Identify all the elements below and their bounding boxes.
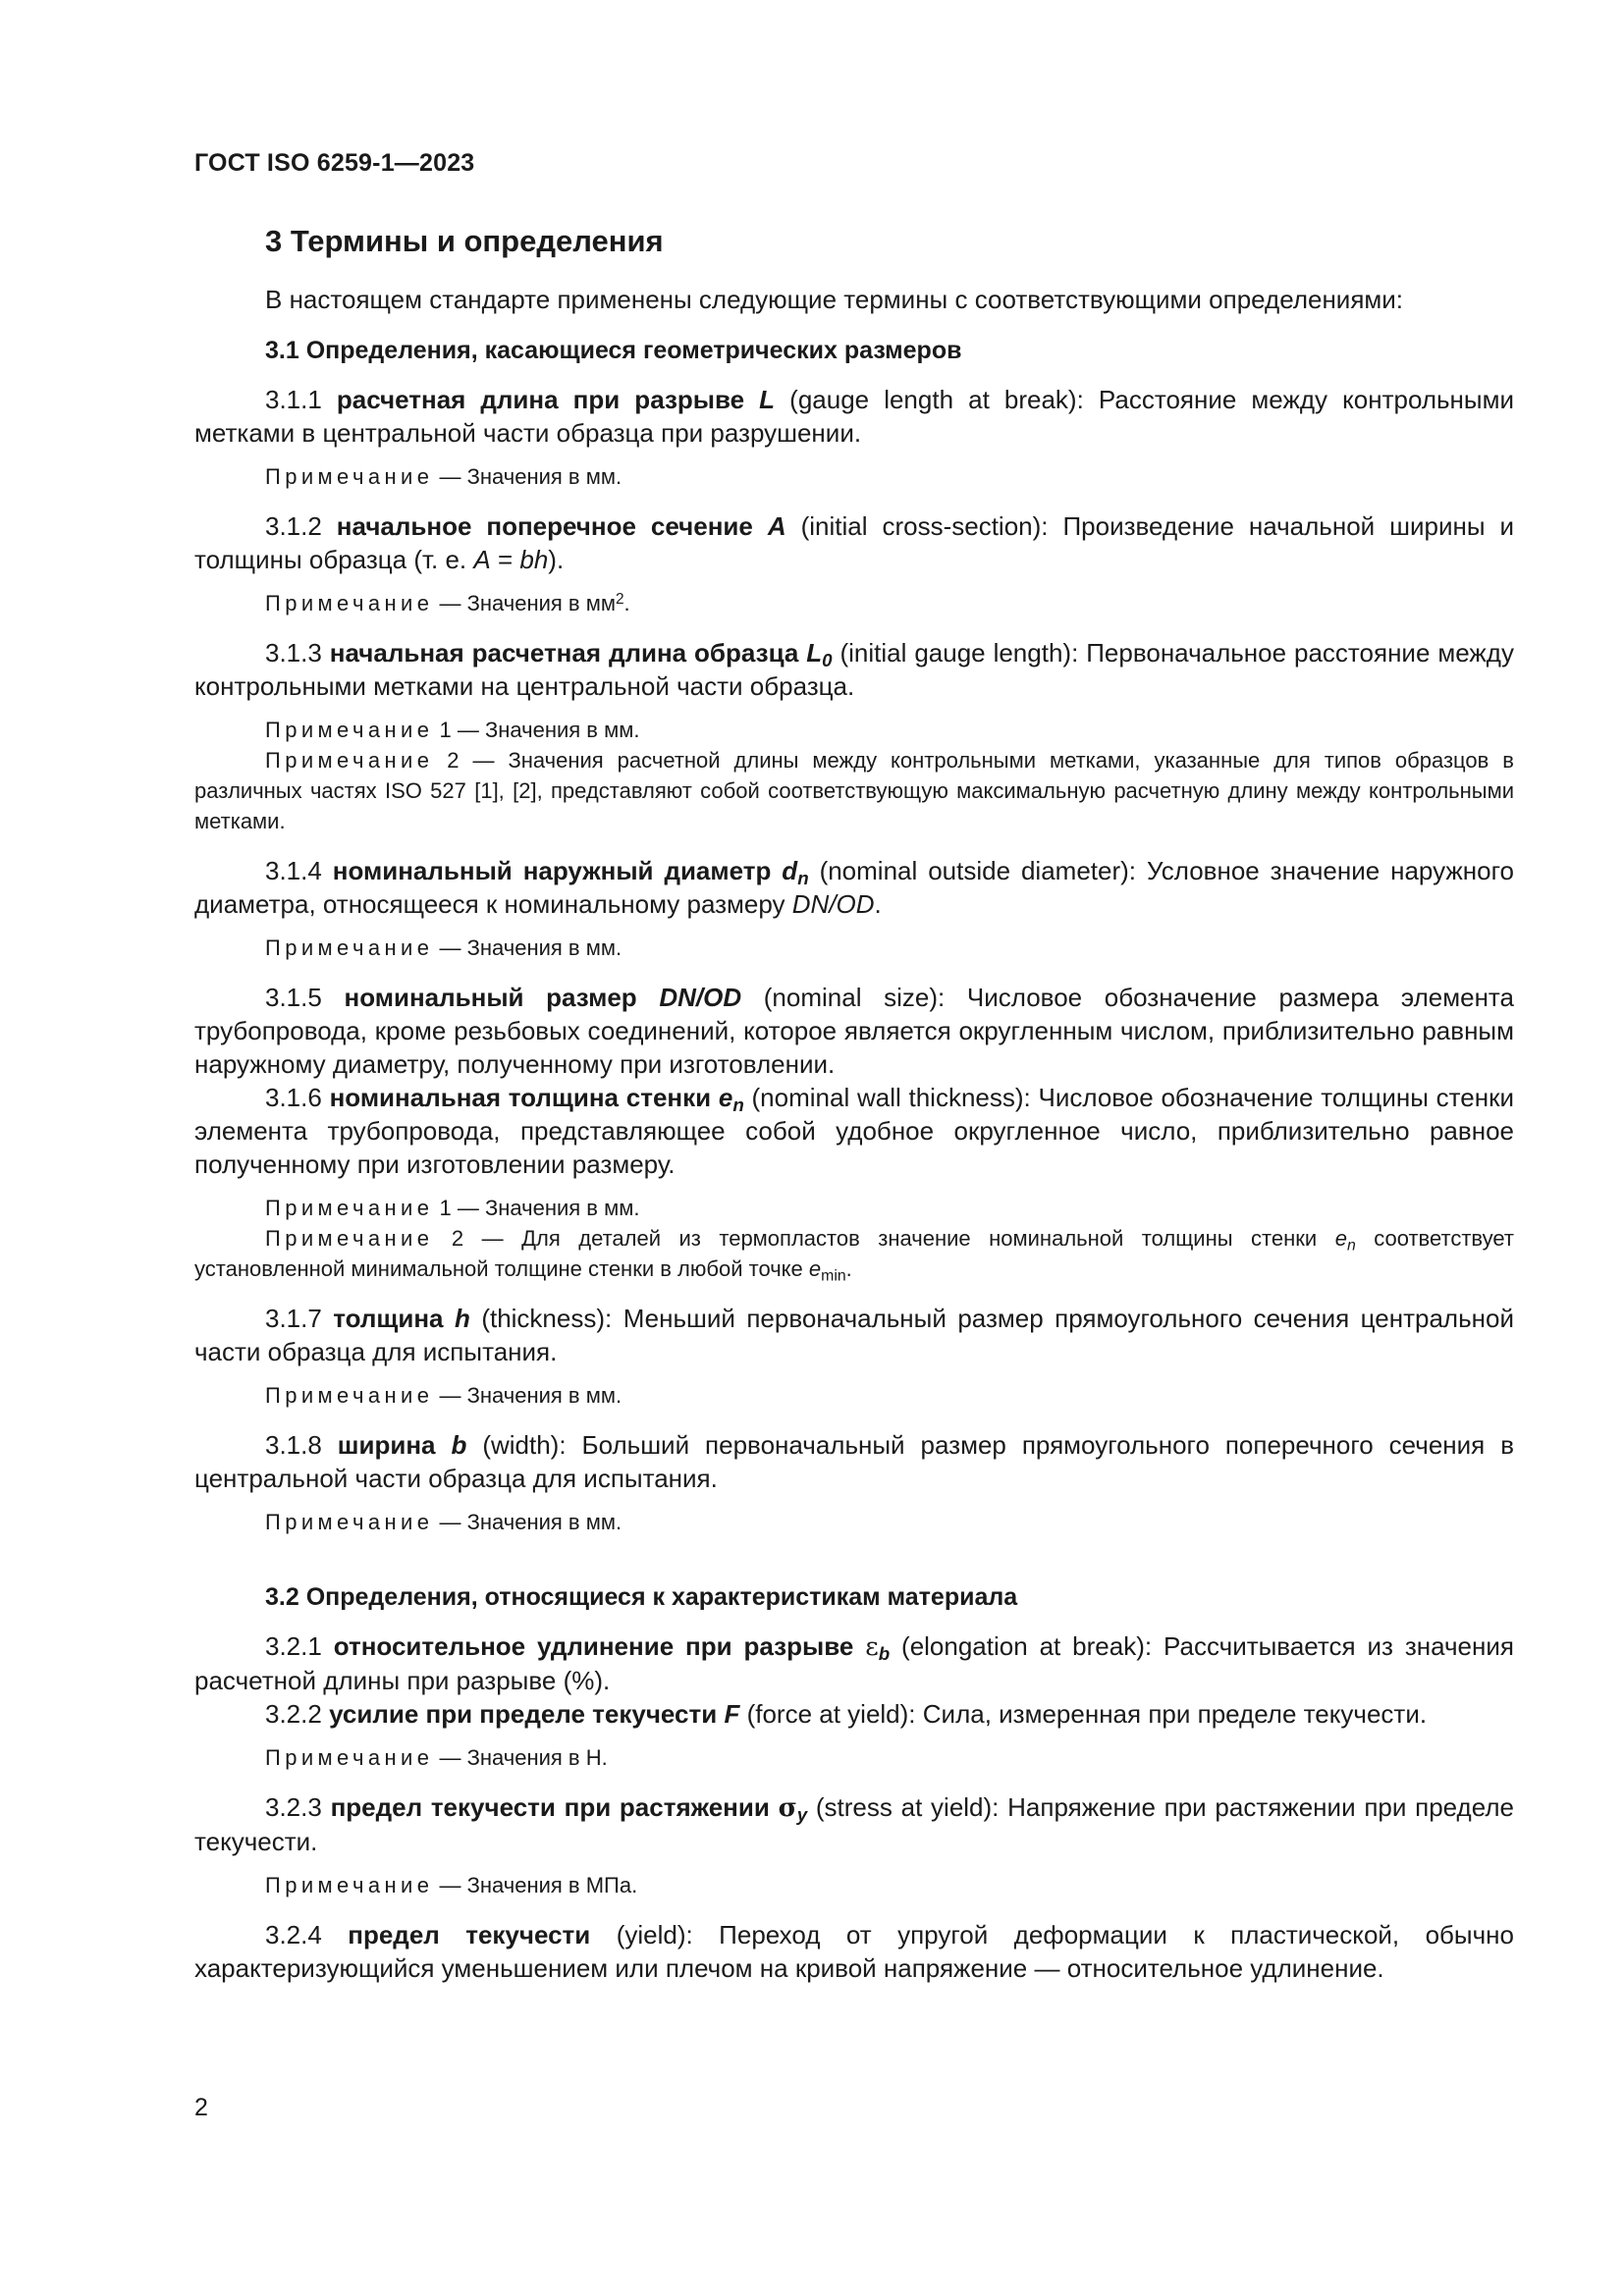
subsection-3-1-title: 3.1 Определения, касающиеся геометрических размеров — [265, 337, 962, 364]
note-3-2-3: Примечание — Значения в МПа. — [265, 1873, 638, 1897]
page-content — [194, 222, 1514, 1985]
note-3-1-1: Примечание — Значения в мм. — [265, 464, 623, 489]
note-3-2-2: Примечание — Значения в Н. — [265, 1745, 608, 1770]
note-3-1-8: Примечание — Значения в мм. — [265, 1510, 623, 1534]
definition-3-2-2: 3.2.2 усилие при пределе текучести F (force at yield): Сила, измеренная при пределе текучести. — [265, 1699, 1428, 1729]
document-page — [194, 0, 1514, 2296]
definition-3-1-1: 3.1.1 расчетная длина при разрыве L (gauge length at break): Расстояние между контрольными метками в центральной части образца при разрушении. — [194, 385, 1514, 448]
definition-3-1-2: 3.1.2 начальное поперечное сечение A (initial cross-section): Произведение начальной ширины и толщины образца (т. е. A = bh). — [194, 511, 1515, 574]
definition-3-2-1: 3.2.1 относительное удлинение при разрыве $\varepsilon_b$ (elongation at break): Рассчитывается из значения расчетной длины при разрыве (%). — [194, 1631, 1514, 1695]
standard-header: ГОСТ ISO 6259-1—2023 — [194, 149, 475, 177]
note-3-1-7: Примечание — Значения в мм. — [265, 1383, 623, 1408]
definition-3-2-3: 3.2.3 предел текучести при растяжении $\sigma_y$ (stress at yield): Напряжение при растяжении при пределе текучести. — [194, 1792, 1514, 1856]
definition-3-1-6: 3.1.6 номинальная толщина стенки $e_n$ (nominal wall thickness): Числовое обозначение толщины стенки элемента трубопровода, представляющее собой удобное округленное число, приблизительно равное полученному при изготовлении размеру. — [194, 1083, 1514, 1179]
definition-3-1-5: 3.1.5 номинальный размер DN/OD (nominal size): Числовое обозначение размера элемента трубопровода, кроме резьбовых соединений, которое является округленным числом, приблизительно равным наружному диаметру, полученному при изготовлении. — [194, 983, 1514, 1079]
definition-3-1-4: 3.1.4 номинальный наружный диаметр $d_n$ (nominal outside diameter): Условное значение наружного диаметра, относящееся к номинальному размеру DN/OD. — [194, 856, 1514, 919]
subsection-3-2-title: 3.2 Определения, относящиеся к характеристикам материала — [265, 1583, 1018, 1611]
note-3-1-3-2: Примечание 2 — Значения расчетной длины между контрольными метками, указанные для типов образцов в различных частях ISO 527 [1], [2], представляют собой соответствующую максимальную расчетную длину между контрольными метками. — [194, 748, 1514, 833]
definition-3-1-8: 3.1.8 ширина b (width): Больший первоначальный размер прямоугольного поперечного сечения в центральной части образца для испытания. — [194, 1430, 1515, 1493]
page-number: 2 — [194, 2094, 208, 2121]
section-title: 3 Термины и определения — [265, 224, 664, 258]
note-3-1-3-1: Примечание 1 — Значения в мм. — [265, 718, 640, 742]
definition-3-2-4: 3.2.4 предел текучести (yield): Переход от упругой деформации к пластической, обычно характеризующийся уменьшением или плечом на кривой напряжение — относительное удлинение. — [194, 1920, 1514, 1983]
section-intro: В настоящем стандарте применены следующие термины с соответствующими определениями: — [265, 285, 1404, 314]
note-3-1-2: Примечание — Значения в $мм^2$. — [265, 591, 630, 615]
definition-3-1-7: 3.1.7 толщина h (thickness): Меньший первоначальный размер прямоугольного сечения центральной части образца для испытания. — [194, 1304, 1514, 1366]
note-3-1-6-2: Примечание 2 — Для деталей из термопластов значение номинальной толщины стенки $e_n$ соответствует установленной минимальной толщине стенки в любой точке $e_{min}$. — [194, 1226, 1514, 1285]
definition-3-1-3: 3.1.3 начальная расчетная длина образца $L_0$ (initial gauge length): Первоначальное расстояние между контрольными метками на центральной части образца. — [194, 638, 1514, 701]
note-3-1-6-1: Примечание 1 — Значения в мм. — [265, 1196, 640, 1220]
note-3-1-4: Примечание — Значения в мм. — [265, 935, 623, 960]
